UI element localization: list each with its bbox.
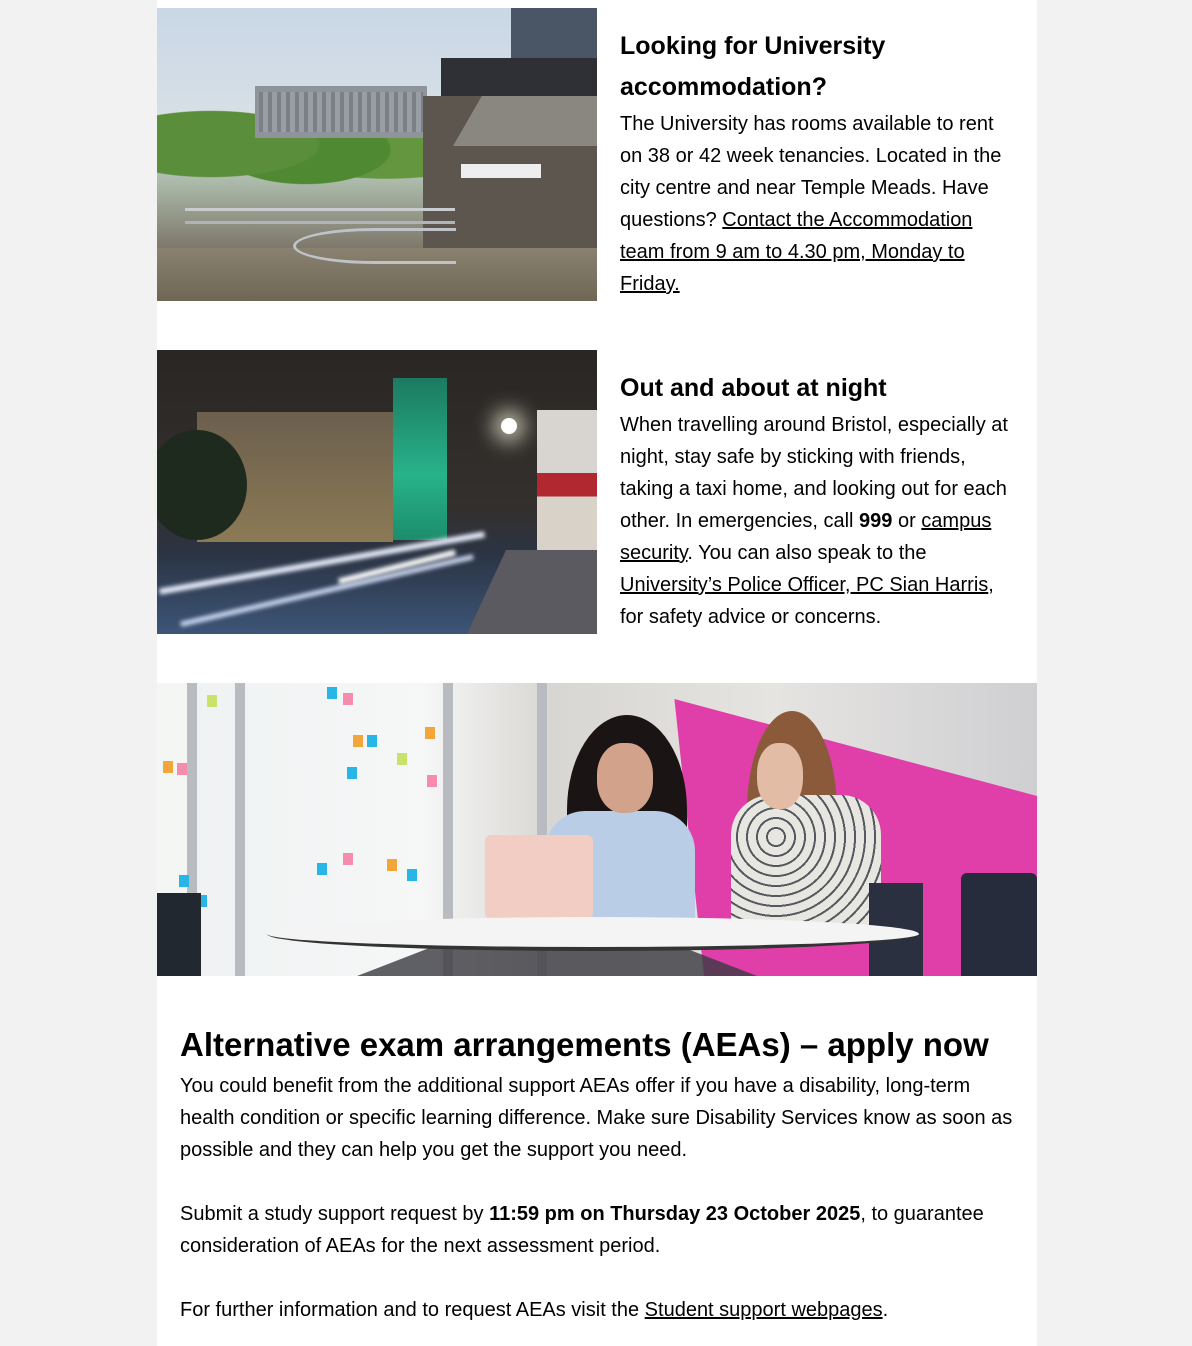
photo-sticky-note	[407, 869, 417, 881]
photo-light-trail	[180, 554, 473, 626]
photo-student-2-face	[757, 743, 803, 809]
aea-info-intro: For further information and to request AEAs visit the	[180, 1299, 645, 1321]
photo-window-frame	[235, 683, 245, 976]
night-street-photo	[157, 350, 597, 634]
photo-brewpub-sign	[461, 164, 541, 178]
aea-deadline-outro: , to guarantee consideration of AEAs for the next assessment period.	[180, 1203, 984, 1257]
accommodation-photo	[157, 8, 597, 301]
aea-section	[180, 1020, 1020, 1326]
photo-chair	[157, 893, 201, 976]
newsletter-content	[157, 0, 1037, 1346]
aea-deadline: 11:59 pm on Thursday 23 October 2025	[489, 1203, 861, 1225]
accommodation-text	[620, 26, 1020, 300]
photo-sticky-note	[367, 735, 377, 747]
accommodation-body-text: The University has rooms available to rent on 38 or 42 week tenancies. Located in the city centre and near Temple Meads. Have questions?	[620, 113, 1002, 231]
photo-student-1-face	[597, 743, 653, 813]
photo-sticky-note	[207, 695, 217, 707]
photo-student-2-top	[731, 795, 881, 935]
photo-sticky-note	[343, 853, 353, 865]
campus-security-link[interactable]: campus security	[620, 510, 992, 564]
photo-sticky-note	[425, 727, 435, 739]
accommodation-heading: Looking for University accommodation?	[620, 32, 886, 101]
photo-tower-block	[255, 86, 427, 138]
aea-heading: Alternative exam arrangements (AEAs) – apply now	[180, 1026, 989, 1063]
accommodation-body	[620, 108, 1020, 300]
students-photo	[157, 683, 1037, 976]
photo-curved-footbridge	[293, 228, 456, 264]
student-support-link[interactable]: Student support webpages	[644, 1299, 883, 1321]
photo-sticky-note	[317, 863, 327, 875]
night-safety-text-2: or	[892, 510, 922, 532]
photo-chair	[961, 873, 1037, 976]
night-safety-text	[620, 368, 1020, 633]
night-safety-text-3: . You can also speak to the	[687, 542, 927, 564]
night-safety-text-4: , for safety advice or concerns.	[620, 574, 994, 628]
photo-sticky-note	[327, 687, 337, 699]
photo-sticky-note	[427, 775, 437, 787]
photo-pavement	[467, 550, 597, 634]
photo-sticky-note	[387, 859, 397, 871]
night-safety-heading: Out and about at night	[620, 374, 887, 402]
aea-paragraph-1: You could benefit from the additional support AEAs offer if you have a disability, long-term health condition or specific learning difference. Make sure Disability Services know as soon as possible and they can help you get the support you need.	[180, 1075, 1013, 1161]
photo-sticky-note	[177, 763, 187, 775]
aea-paragraph-2	[180, 1198, 1020, 1262]
aea-deadline-intro: Submit a study support request by	[180, 1203, 490, 1225]
photo-table	[267, 917, 919, 951]
photo-sticky-note	[343, 693, 353, 705]
photo-laptop	[485, 835, 593, 919]
photo-wills-tower	[393, 378, 447, 540]
emergency-number: 999	[859, 510, 893, 532]
contact-accommodation-link[interactable]: Contact the Accommodation team from 9 am to 4.30 pm, Monday to Friday.	[620, 209, 973, 295]
photo-footbridge	[185, 208, 455, 224]
aea-info-outro: .	[882, 1299, 889, 1321]
photo-sticky-note	[163, 761, 173, 773]
night-safety-body	[620, 409, 1020, 633]
aea-paragraph-3	[180, 1294, 1020, 1326]
photo-sticky-note	[347, 767, 357, 779]
photo-streetlamp	[501, 418, 517, 434]
photo-sticky-note	[179, 875, 189, 887]
photo-tall-building	[511, 8, 597, 58]
photo-sticky-note	[353, 735, 363, 747]
night-safety-text-1: When travelling around Bristol, especially at night, stay safe by sticking with friends, taking a taxi home, and looking out for each other. In emergencies, call	[620, 414, 1008, 532]
photo-sticky-note	[397, 753, 407, 765]
police-officer-link[interactable]: University’s Police Officer, PC Sian Harris	[620, 574, 989, 596]
